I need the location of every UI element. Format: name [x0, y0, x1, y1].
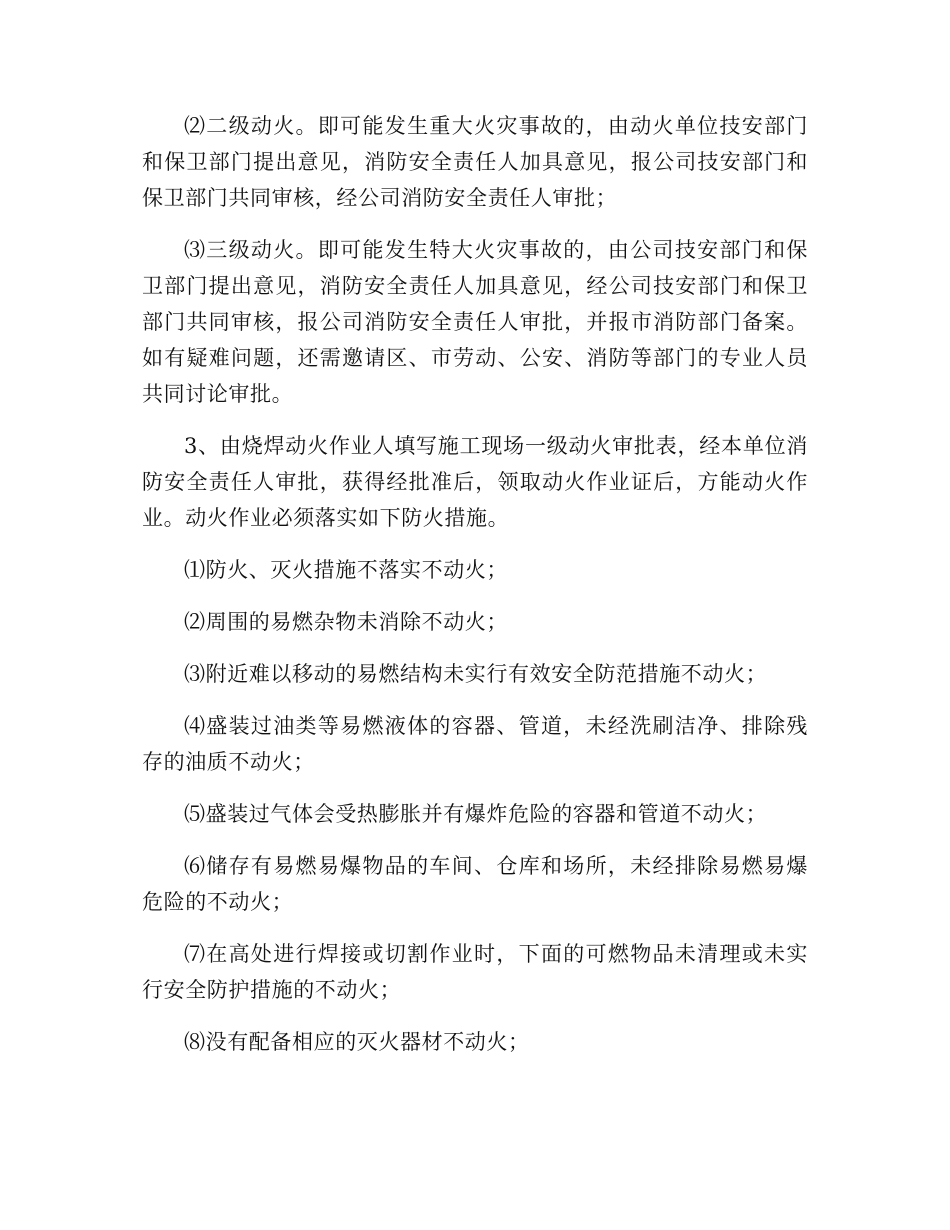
list-item-measure-6: ⑹储存有易燃易爆物品的车间、仓库和场所，未经排除易燃易爆危险的不动火； — [142, 854, 808, 914]
list-item-measure-7: ⑺在高处进行焊接或切割作业时，下面的可燃物品未清理或未实行安全防护措施的不动火； — [142, 942, 808, 1002]
document-body — [142, 108, 808, 1076]
paragraph-level2-fire: ⑵二级动火。即可能发生重大火灾事故的，由动火单位技安部门和保卫部门提出意见，消防安全责任人加具意见，报公司技安部门和保卫部门共同审核，经公司消防安全责任人审批； — [142, 114, 808, 210]
list-item-measure-8: ⑻没有配备相应的灭火器材不动火； — [184, 1030, 530, 1054]
paragraph-approval-procedure: 3、由烧焊动火作业人填写施工现场一级动火审批表，经本单位消防安全责任人审批，获得经批准后，领取动火作业证后，方能动火作业。动火作业必须落实如下防火措施。 — [142, 434, 808, 530]
list-item-measure-2: ⑵周围的易燃杂物未消除不动火； — [184, 610, 508, 634]
paragraph-level3-fire: ⑶三级动火。即可能发生特大火灾事故的，由公司技安部门和保卫部门提出意见，消防安全责任人加具意见，经公司技安部门和保卫部门共同审核，报公司消防安全责任人审批，并报市消防部门备案。如有疑难问题，还需邀请区、市劳动、公安、消防等部门的专业人员共同讨论审批。 — [142, 238, 808, 406]
list-item-measure-5: ⑸盛装过气体会受热膨胀并有爆炸危险的容器和管道不动火； — [184, 802, 768, 826]
list-item-measure-4: ⑷盛装过油类等易燃液体的容器、管道，未经洗刷洁净、排除残存的油质不动火； — [142, 714, 808, 774]
list-item-measure-1: ⑴防火、灭火措施不落实不动火； — [184, 558, 508, 582]
list-item-measure-3: ⑶附近难以移动的易燃结构未实行有效安全防范措施不动火； — [184, 662, 768, 686]
